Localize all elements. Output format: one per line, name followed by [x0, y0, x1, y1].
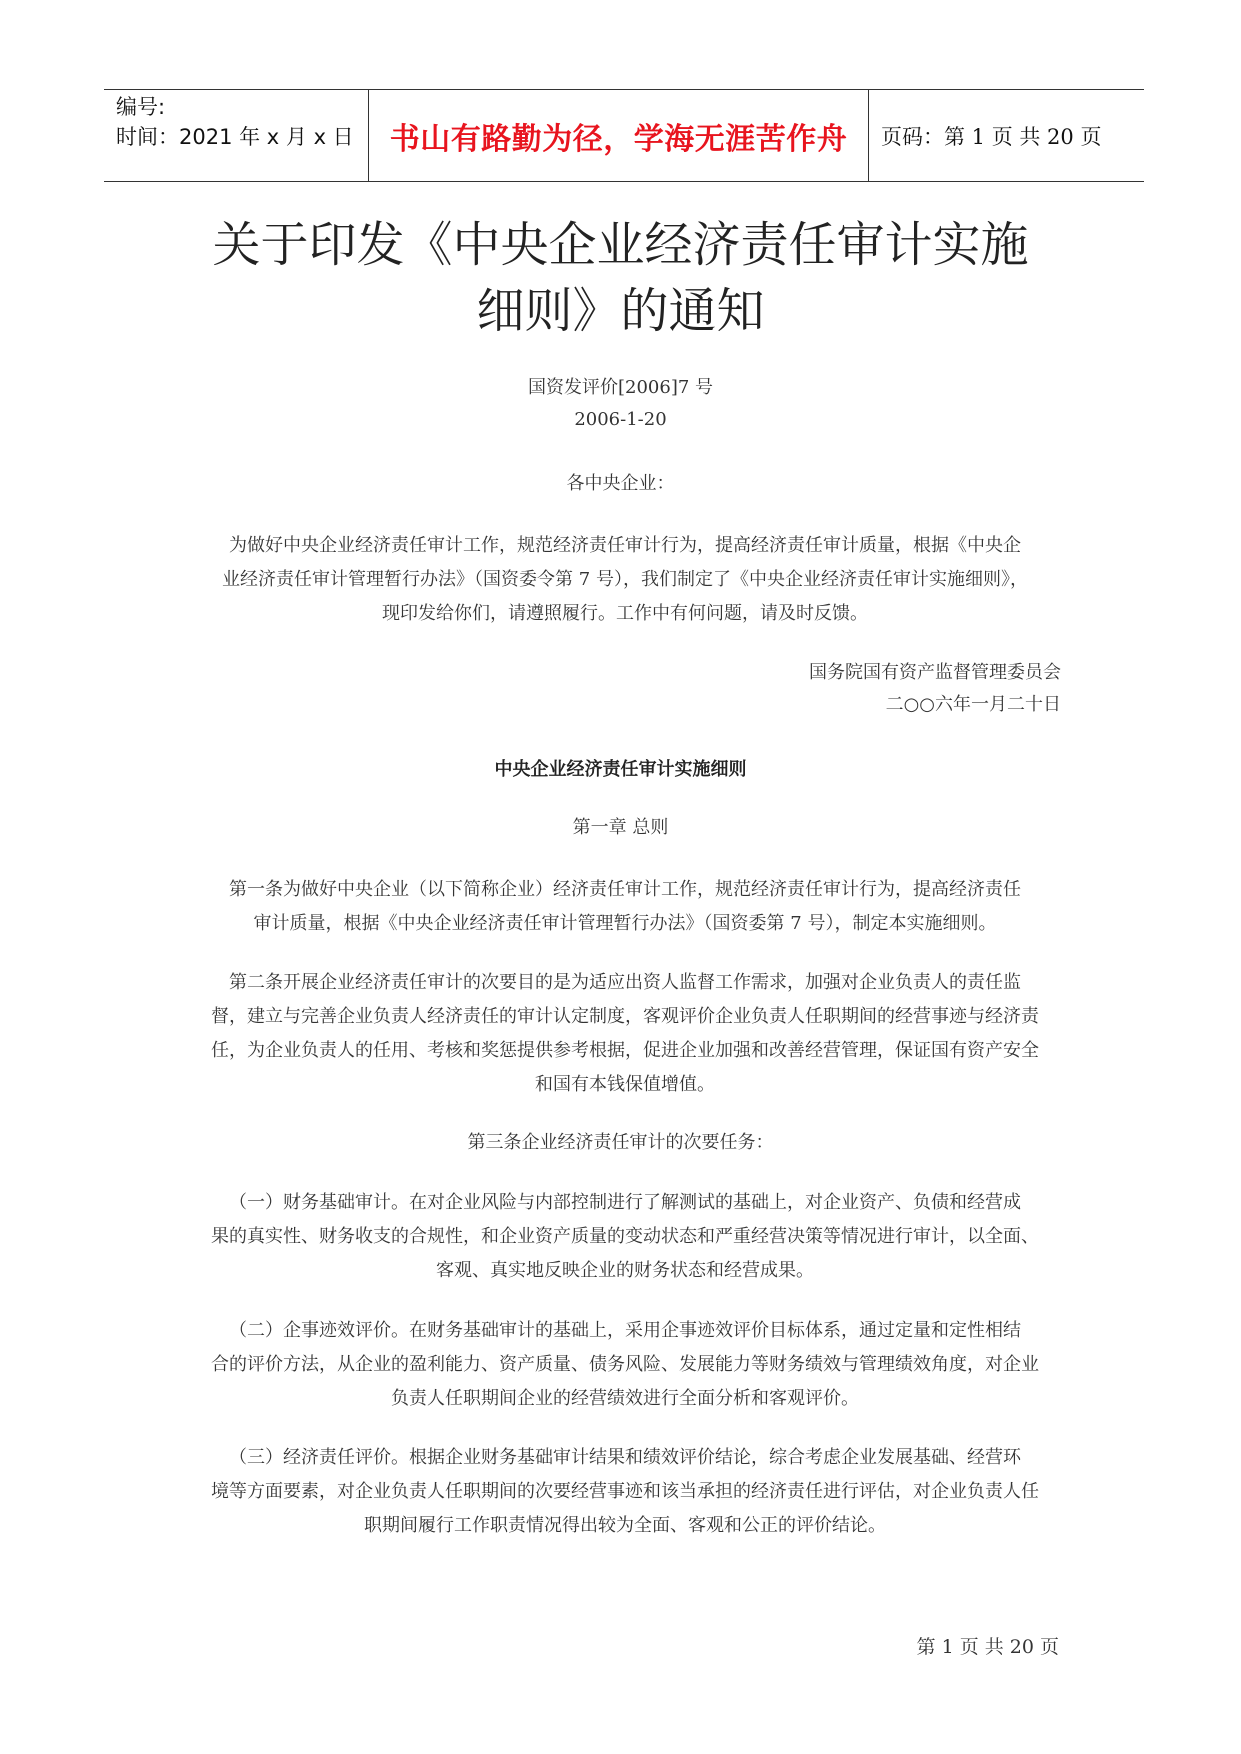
page-footer: 第 1 页 共 20 页	[916, 1636, 1059, 1658]
document-date: 2006-1-20	[574, 409, 667, 430]
title-line: 关于印发《中央企业经济责任审计实施	[212, 217, 1029, 273]
header-page-info: 页码：第 1 页 共 20 页	[881, 124, 1102, 149]
document-title	[0, 212, 1241, 344]
chapter-title: 第一章 总则	[572, 817, 669, 838]
paragraph-line: 客观、真实地反映企业的财务状态和经营成果。	[436, 1260, 814, 1281]
signature-org: 国务院国有资产监督管理委员会	[809, 662, 1061, 683]
signature-date: 二○○六年一月二十日	[885, 694, 1061, 715]
paragraph-line: 和国有本钱保值增值。	[535, 1074, 715, 1095]
document-header	[104, 89, 1144, 182]
paragraph-line: 第一条为做好中央企业（以下简称企业）经济责任审计工作，规范经济责任审计行为，提高经济责任	[229, 879, 1021, 900]
article-1	[192, 873, 1058, 941]
article-2	[192, 966, 1058, 1102]
paragraph-line: 负责人任职期间企业的经营绩效进行全面分析和客观评价。	[391, 1388, 859, 1409]
paragraph-line: 第二条开展企业经济责任审计的次要目的是为适应出资人监督工作需求，加强对企业负责人的责任监	[229, 972, 1021, 993]
article-3-title: 第三条企业经济责任审计的次要任务：	[467, 1132, 774, 1153]
paragraph-line: （二）企事迹效评价。在财务基础审计的基础上，采用企事迹效评价目标体系，通过定量和定性相结	[229, 1320, 1021, 1341]
paragraph-line: 为做好中央企业经济责任审计工作，规范经济责任审计行为，提高经济责任审计质量，根据《中央企	[229, 535, 1021, 556]
title-line: 细则》的通知	[476, 283, 765, 339]
paragraph-line: 职期间履行工作职责情况得出较为全面、客观和公正的评价结论。	[364, 1515, 886, 1536]
paragraph-line: 业经济责任审计管理暂行办法》（国资委令第 7 号），我们制定了《中央企业经济责任审计实施细则》，	[222, 569, 1028, 590]
paragraph-line: 合的评价方法，从企业的盈利能力、资产质量、债务风险、发展能力等财务绩效与管理绩效角度，对企业	[211, 1354, 1039, 1375]
intro-paragraph	[192, 529, 1058, 631]
paragraph-line: 现印发给你们，请遵照履行。工作中有何问题，请及时反馈。	[382, 603, 868, 624]
document-number-label: 编号:	[116, 95, 166, 119]
paragraph-line: 任，为企业负责人的任用、考核和奖惩提供参考根据，促进企业加强和改善经营管理，保证国有资产安全	[211, 1040, 1039, 1061]
document-time-label: 时间：2021 年 x 月 x 日	[116, 125, 354, 149]
paragraph-line: （三）经济责任评价。根据企业财务基础审计结果和绩效评价结论，综合考虑企业发展基础、经营环	[229, 1447, 1021, 1468]
rules-title: 中央企业经济责任审计实施细则	[494, 759, 747, 780]
header-meta	[104, 90, 369, 181]
paragraph-line: 审计质量，根据《中央企业经济责任审计管理暂行办法》（国资委第 7 号），制定本实施细则。	[253, 913, 997, 934]
paragraph-line: 果的真实性、财务收支的合规性，和企业资产质量的变动状态和严重经营决策等情况进行审计，以全面、	[211, 1226, 1039, 1247]
salutation: 各中央企业：	[566, 473, 675, 494]
header-motto: 书山有路勤为径，学海无涯苦作舟	[369, 90, 869, 181]
paragraph-line: 督，建立与完善企业负责人经济责任的审计认定制度，客观评价企业负责人任职期间的经营事迹与经济责	[211, 1006, 1039, 1027]
article-3-item-2	[192, 1314, 1058, 1416]
article-3-item-3	[192, 1441, 1058, 1543]
paragraph-line: 境等方面要素，对企业负责人任职期间的次要经营事迹和该当承担的经济责任进行评估，对企业负责人任	[211, 1481, 1039, 1502]
paragraph-line: （一）财务基础审计。在对企业风险与内部控制进行了解测试的基础上，对企业资产、负债和经营成	[229, 1192, 1021, 1213]
document-number: 国资发评价[2006]7 号	[527, 377, 714, 398]
article-3-item-1	[192, 1186, 1058, 1288]
